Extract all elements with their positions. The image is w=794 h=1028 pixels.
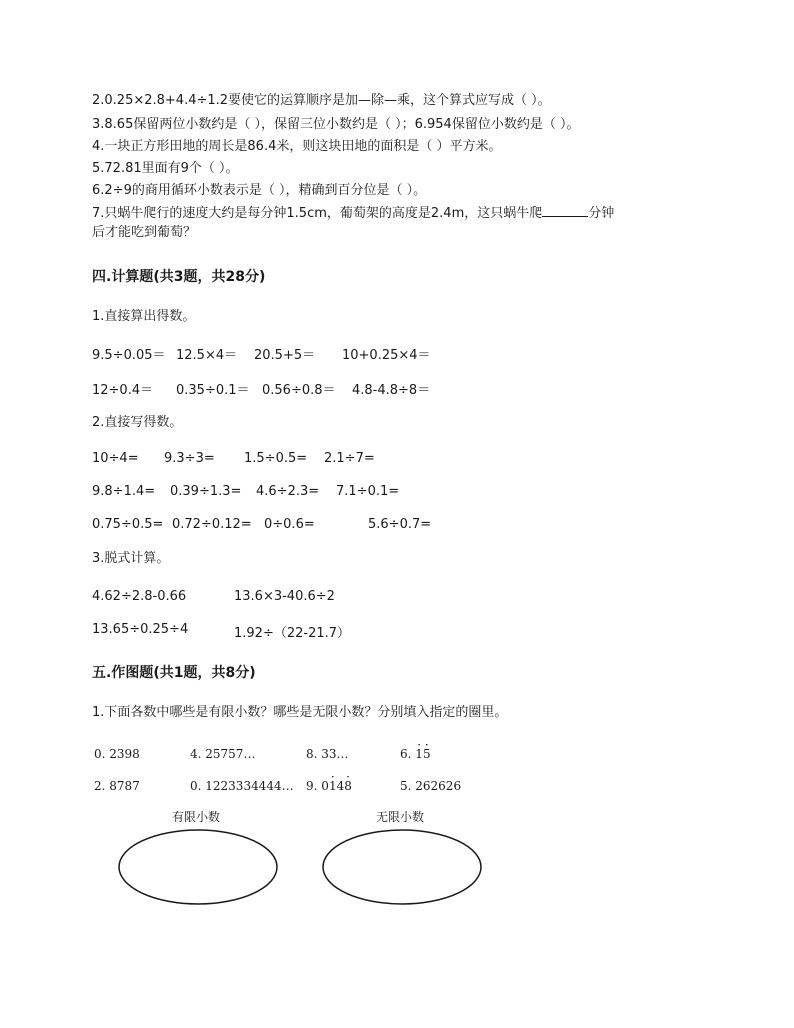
calc-item: 13.65÷0.25÷4 xyxy=(92,622,189,637)
calc-item: 9.5÷0.05＝ xyxy=(92,348,166,363)
calc-item: 2.1÷7= xyxy=(324,451,375,466)
calc-item: 4.8-4.8÷8＝ xyxy=(352,383,431,398)
calc-item: 4.6÷2.3= xyxy=(256,484,320,499)
calc-item: 1.5÷0.5= xyxy=(244,451,308,466)
infinite-decimal-oval[interactable] xyxy=(323,830,481,904)
calc-item: 0÷0.6= xyxy=(264,517,315,532)
question-7-unit: 分钟 xyxy=(588,206,615,221)
question-2: 2.0.25×2.8+4.4÷1.2要使它的运算顺序是加—除—乘，这个算式应写成（ ）。 xyxy=(92,93,551,108)
calc-item: 5.6÷0.7= xyxy=(368,517,432,532)
digit: 6 xyxy=(400,747,408,761)
section-4-title: 四.计算题(共3题，共28分) xyxy=(92,269,266,285)
calc-item: 12.5×4＝ xyxy=(176,348,238,363)
section-5-title: 五.作图题(共1题，共8分) xyxy=(92,665,256,681)
oval-left-label: 有限小数 xyxy=(172,810,221,824)
question-5: 5.72.81里面有9个（ ）。 xyxy=(92,161,239,176)
calc-item: 9.8÷1.4= xyxy=(92,484,156,499)
section-5-q1-title: 1.下面各数中哪些是有限小数？哪些是无限小数？分别填入指定的圈里。 xyxy=(92,705,508,720)
question-6: 6.2÷9的商用循环小数表示是（ ），精确到百分位是（ ）。 xyxy=(92,183,427,198)
number-item: 2. 8787 xyxy=(94,779,140,793)
number-item: 4. 25757… xyxy=(190,747,256,761)
digit: 9 xyxy=(306,779,314,793)
calc-item: 0.75÷0.5= xyxy=(92,517,164,532)
calc-item: 10+0.25×4＝ xyxy=(342,348,431,363)
number-item: 0. 1223334444… xyxy=(190,779,294,793)
question-7-line2: 后才能吃到葡萄？ xyxy=(92,225,197,240)
number-item: 5. 262626 xyxy=(400,779,462,793)
digit: · 1 xyxy=(329,779,337,793)
question-3: 3.8.65保留两位小数约是（ ），保留三位小数约是（ ）；6.954保留位小数约是（ ）。 xyxy=(92,117,580,132)
digit: · 1 xyxy=(415,747,423,761)
calc-item: 7.1÷0.1= xyxy=(336,484,400,499)
calc-item: 20.5+5＝ xyxy=(254,348,316,363)
calc-item: 0.56÷0.8＝ xyxy=(262,383,336,398)
calc-item: 4.62÷2.8-0.66 xyxy=(92,589,187,604)
question-7-text: 7.只蜗牛爬行的速度大约是每分钟1.5cm，葡萄架的高度是2.4m，这只蜗牛爬 xyxy=(92,206,543,221)
digit: 0 xyxy=(321,779,329,793)
calc-item: 9.3÷3= xyxy=(164,451,215,466)
section-4-q1-title: 1.直接算出得数。 xyxy=(92,309,196,324)
question-4: 4.一块正方形田地的周长是86.4米，则这块田地的面积是（ ）平方米。 xyxy=(92,139,502,154)
number-item: 0. 2398 xyxy=(94,747,140,761)
finite-decimal-oval[interactable] xyxy=(119,830,277,904)
oval-right-label: 无限小数 xyxy=(376,810,425,824)
digit: . xyxy=(407,747,412,761)
digit: . xyxy=(313,779,318,793)
section-4-q3-title: 3.脱式计算。 xyxy=(92,551,170,566)
calc-item: 0.39÷1.3= xyxy=(170,484,242,499)
calc-item: 0.35÷0.1＝ xyxy=(176,383,250,398)
calc-item: 13.6×3-40.6÷2 xyxy=(234,589,335,604)
number-item: 8. 33… xyxy=(306,747,349,761)
digit: 4 xyxy=(336,779,345,793)
section-4-q2-title: 2.直接写得数。 xyxy=(92,415,183,430)
calc-item: 12÷0.4＝ xyxy=(92,383,154,398)
calc-item: 1.92÷（22-21.7） xyxy=(234,626,351,641)
digit: · 5 xyxy=(423,747,431,761)
calc-item: 10÷4= xyxy=(92,451,139,466)
digit: · 8 xyxy=(344,779,352,793)
calc-item: 0.72÷0.12= xyxy=(172,517,252,532)
